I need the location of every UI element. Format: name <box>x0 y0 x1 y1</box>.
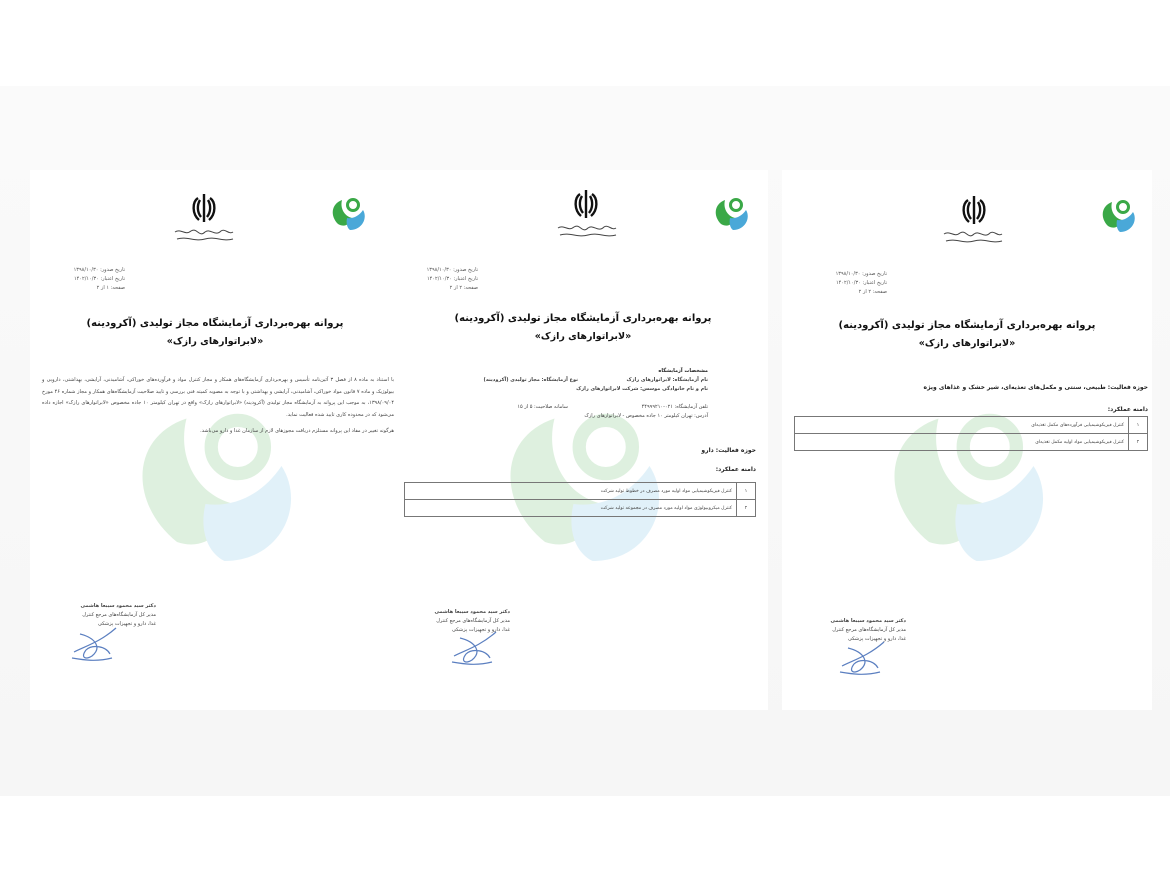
page-number-row: صفحه: ۱ از ۲ <box>96 285 125 291</box>
issue-date-row: تاریخ صدور: ۱۳۹۸/۱۰/۳۰ <box>426 267 478 273</box>
document-meta <box>74 266 125 293</box>
scope-row-text: کنترل فیزیکوشیمیایی فرآورده‌های مکمل تغذیه‌ای <box>795 417 1129 434</box>
scope-heading: دامنه عملکرد: <box>1107 406 1148 413</box>
license-subtitle: «لابراتوارهای رازک» <box>166 336 264 347</box>
spec-address: آدرس: تهران کیلومتر ۱۰ جاده مخصوص - لابراتوارهای رازک <box>584 413 708 419</box>
license-subtitle: «لابراتوارهای رازک» <box>534 331 632 342</box>
table-row <box>405 500 756 517</box>
ministry-calligraphy-icon <box>942 228 1004 246</box>
iran-emblem-icon <box>956 194 992 226</box>
license-paragraph: با استناد به ماده ۸ از فصل ۳ آئین‌نامه تأسیس و بهره‌برداری آزمایشگاه‌های همکار و مجاز کنترل مواد و فرآورده‌های خوراکی، آشامیدنی، آرایشی، بهداشتی، دارویی و بیولوژیک و ماده ۷ قانون مواد خوراکی، آشامیدنی، آرایشی و بهداشتی و با توجه به مصوبه کمیته فنی بررسی و تایید صلاحیت آزمایشگاه‌های همکار و مجاز شماره ۴۶ مورخ ۱۳۹۸/۰۹/۰۴، به موجب این پروانه به آزمایشگاه مجاز تولیدی (آکرودینه) «لابراتوارهای رازک» واقع در تهران کیلومتر ۱۰ جاده مخصوص «لابراتوارهای رازک» اجازه داده می‌شود که در محدوده کاری تایید شده فعالیت نماید. <box>42 377 395 418</box>
scope-row-text: کنترل فیزیکوشیمیایی مواد اولیه مکمل تغذیه‌ای <box>795 434 1129 451</box>
license-page-2 <box>398 170 768 710</box>
validity-date-row: تاریخ اعتبار: ۱۴۰۲/۱۰/۳۰ <box>426 276 478 282</box>
scope-row-number: ۱ <box>1129 417 1148 434</box>
issue-date-row: تاریخ صدور: ۱۳۹۸/۱۰/۳۰ <box>835 271 887 277</box>
scope-heading: دامنه عملکرد: <box>715 466 756 473</box>
license-paragraph: هرگونه تغییر در مفاد این پروانه مستلزم دریافت مجوزهای لازم از سازمان غذا و دارو می‌باشد. <box>200 428 394 434</box>
signer-name: دکتر سید محمود سیبعا هاشمی <box>830 618 906 624</box>
signer-title: مدیر کل آزمایشگاه‌های مرجع کنترل <box>832 627 906 633</box>
spec-lab-name: نام آزمایشگاه: لابراتوارهای رازک <box>626 377 708 383</box>
food-drug-organization-logo-icon <box>711 192 753 234</box>
validity-date-row: تاریخ اعتبار: ۱۴۰۲/۱۰/۳۰ <box>835 280 887 286</box>
scope-row-number: ۲ <box>737 500 756 517</box>
signer-organization: غذا، دارو و تجهیزات پزشکی <box>97 621 156 627</box>
signer-title: مدیر کل آزمایشگاه‌های مرجع کنترل <box>82 612 156 618</box>
scope-row-text: کنترل میکروبیولوژی مواد اولیه مورد مصرف در مجموعه تولید شرکت <box>405 500 737 517</box>
food-drug-organization-logo-icon <box>328 192 370 234</box>
handwritten-signature-icon <box>446 626 506 670</box>
spec-founder: نام و نام خانوادگی موسس: شرکت لابراتوارهای رازک <box>576 386 708 392</box>
page-number-row: صفحه: ۲ از ۲ <box>858 289 887 295</box>
ministry-calligraphy-icon <box>173 226 235 244</box>
signer-organization: غذا، دارو و تجهیزات پزشکی <box>451 627 510 633</box>
scope-table <box>404 482 756 517</box>
lab-type: نوع آزمایشگاه: مجاز تولیدی (آکرودینه) <box>483 377 578 383</box>
license-title: پروانه بهره‌برداری آزمایشگاه مجاز تولیدی (آکرودینه) <box>86 318 344 329</box>
signer-name: دکتر سید محمود سیبعا هاشمی <box>434 609 510 615</box>
issue-date-row: تاریخ صدور: ۱۳۹۸/۱۰/۳۰ <box>73 267 125 273</box>
signer-name: دکتر سید محمود سیبعا هاشمی <box>80 603 156 609</box>
table-row <box>795 434 1148 451</box>
signer-title: مدیر کل آزمایشگاه‌های مرجع کنترل <box>436 618 510 624</box>
document-meta <box>427 266 478 293</box>
iran-emblem-icon <box>568 188 604 220</box>
license-title: پروانه بهره‌برداری آزمایشگاه مجاز تولیدی (آکرودینه) <box>838 320 1096 331</box>
table-row <box>405 483 756 500</box>
scope-row-number: ۲ <box>1129 434 1148 451</box>
license-body <box>42 375 394 443</box>
activity-field-heading: حوزه فعالیت: دارو <box>701 447 756 454</box>
table-row <box>795 417 1148 434</box>
competence-label: سامانه صلاحیت: ۵ از ۱۵ <box>517 404 568 410</box>
license-subtitle: «لابراتوارهای رازک» <box>918 338 1016 349</box>
scope-row-text: کنترل فیزیکوشیمیایی مواد اولیه مورد مصرف در خطوط تولید شرکت <box>405 483 737 500</box>
license-page-1 <box>30 170 400 710</box>
scope-row-number: ۱ <box>737 483 756 500</box>
license-page-3 <box>782 170 1152 710</box>
specs-heading: مشخصات آزمایشگاه <box>658 368 708 374</box>
validity-date-row: تاریخ اعتبار: ۱۴۰۲/۱۰/۳۰ <box>73 276 125 282</box>
food-drug-organization-logo-icon <box>1098 194 1140 236</box>
handwritten-signature-icon <box>834 636 894 680</box>
ministry-calligraphy-icon <box>556 222 618 240</box>
page-number-row: صفحه: ۲ از ۲ <box>449 285 478 291</box>
scope-table <box>794 416 1148 451</box>
license-title: پروانه بهره‌برداری آزمایشگاه مجاز تولیدی (آکرودینه) <box>454 313 712 324</box>
signer-organization: غذا، دارو و تجهیزات پزشکی <box>847 636 906 642</box>
document-meta <box>836 270 887 297</box>
iran-emblem-icon <box>186 192 222 224</box>
activity-field-heading: حوزه فعالیت: طبیعی، سنتی و مکمل‌های تغذیه‌ای، شیر خشک و غذاهای ویژه <box>923 384 1148 391</box>
handwritten-signature-icon <box>66 622 126 666</box>
spec-phone: تلفن آزمایشگاه: ۰۲۱-۴۴۹۹۹۲۱۰ <box>641 404 708 410</box>
